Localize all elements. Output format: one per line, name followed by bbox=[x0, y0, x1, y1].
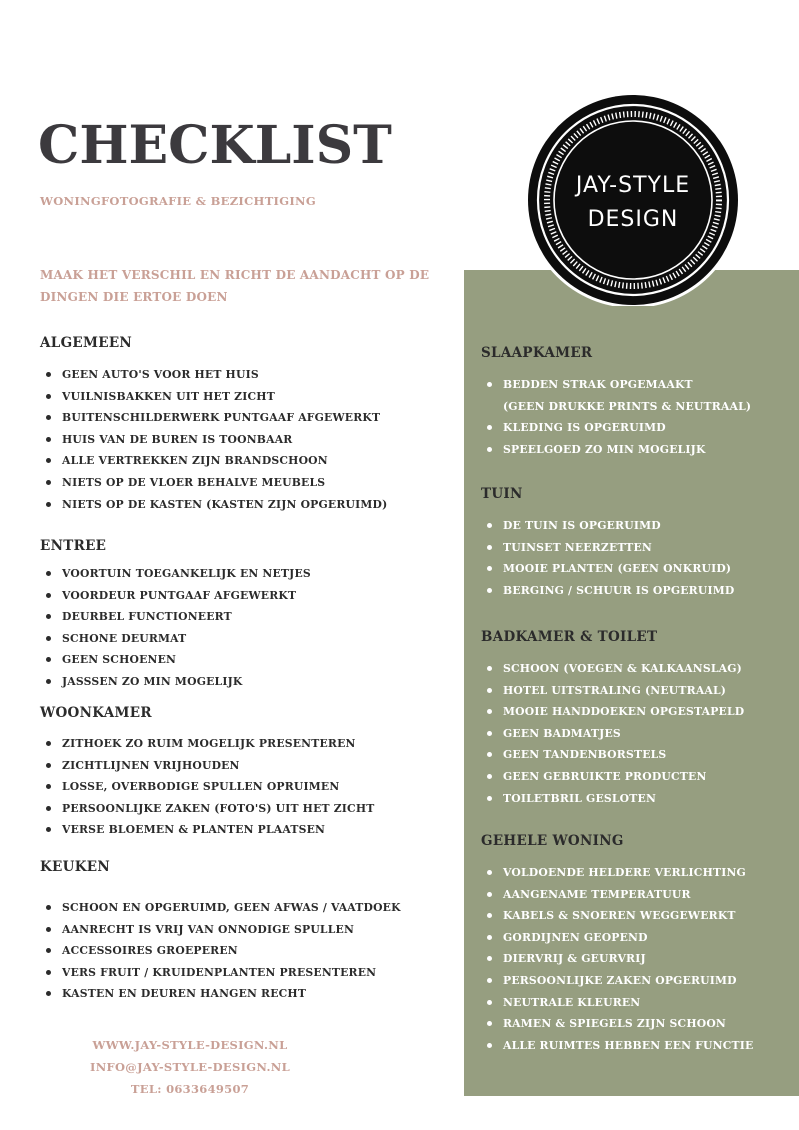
list-item: RAMEN & SPIEGELS ZIJN SCHOON bbox=[481, 1013, 753, 1035]
website-link[interactable]: WWW.JAY-STYLE-DESIGN.NL bbox=[92, 1038, 288, 1052]
list-item: SCHOON EN OPGERUIMD, GEEN AFWAS / VAATDOEK bbox=[40, 897, 401, 919]
checklist bbox=[481, 862, 753, 1056]
list-item: KABELS & SNOEREN WEGGEWERKT bbox=[481, 905, 753, 927]
checklist bbox=[481, 658, 744, 809]
list-item: MOOIE PLANTEN (GEEN ONKRUID) bbox=[481, 558, 734, 580]
list-item: GEEN TANDENBORSTELS bbox=[481, 744, 744, 766]
section-slaapkamer bbox=[481, 345, 751, 460]
section-heading: SLAAPKAMER bbox=[481, 345, 593, 361]
checklist bbox=[40, 897, 401, 1005]
section-entree bbox=[40, 538, 311, 693]
list-item: AANRECHT IS VRIJ VAN ONNODIGE SPULLEN bbox=[40, 919, 401, 941]
list-item: GEEN GEBRUIKTE PRODUCTEN bbox=[481, 766, 744, 788]
list-item: NIETS OP DE KASTEN (KASTEN ZIJN OPGERUIMD) bbox=[40, 494, 387, 516]
section-heading: BADKAMER & TOILET bbox=[481, 629, 658, 645]
list-item-continuation: (GEEN DRUKKE PRINTS & NEUTRAAL) bbox=[503, 399, 752, 413]
list-item: SPEELGOED ZO MIN MOGELIJK bbox=[481, 439, 751, 461]
list-item: ZITHOEK ZO RUIM MOGELIJK PRESENTEREN bbox=[40, 733, 374, 755]
section-keuken bbox=[40, 859, 401, 1005]
list-item: VERS FRUIT / KRUIDENPLANTEN PRESENTEREN bbox=[40, 962, 401, 984]
list-item: KLEDING IS OPGERUIMD bbox=[481, 417, 751, 439]
section-heading: WOONKAMER bbox=[40, 705, 152, 721]
list-item: BUITENSCHILDERWERK PUNTGAAF AFGEWERKT bbox=[40, 407, 387, 429]
list-item: BERGING / SCHUUR IS OPGERUIMD bbox=[481, 580, 734, 602]
list-item: AANGENAME TEMPERATUUR bbox=[481, 884, 753, 906]
list-item: DE TUIN IS OPGERUIMD bbox=[481, 515, 734, 537]
section-heading: ALGEMEEN bbox=[40, 335, 133, 351]
list-item: ACCESSOIRES GROEPEREN bbox=[40, 940, 401, 962]
subtitle: WONINGFOTOGRAFIE & BEZICHTIGING bbox=[40, 194, 316, 208]
email-link[interactable]: INFO@JAY-STYLE-DESIGN.NL bbox=[90, 1060, 290, 1074]
logo bbox=[511, 94, 755, 306]
section-badkamer-toilet bbox=[481, 629, 744, 809]
list-item: NEUTRALE KLEUREN bbox=[481, 992, 753, 1014]
list-item: DIERVRIJ & GEURVRIJ bbox=[481, 948, 753, 970]
checklist bbox=[40, 733, 374, 841]
page-title: CHECKLIST bbox=[38, 115, 392, 176]
intro-text bbox=[40, 264, 440, 308]
section-tuin bbox=[481, 486, 734, 601]
intro-line-1: MAAK HET VERSCHIL EN RICHT DE AANDACHT OP DE bbox=[40, 268, 430, 282]
list-item: LOSSE, OVERBODIGE SPULLEN OPRUIMEN bbox=[40, 776, 374, 798]
list-item: TOILETBRIL GESLOTEN bbox=[481, 788, 744, 810]
list-item: VERSE BLOEMEN & PLANTEN PLAATSEN bbox=[40, 819, 374, 841]
checklist bbox=[481, 515, 734, 601]
list-item: DEURBEL FUNCTIONEERT bbox=[40, 606, 311, 628]
phone-number: TEL: 0633649507 bbox=[130, 1082, 250, 1096]
logo-line2: DESIGN bbox=[587, 207, 679, 232]
list-item: JASSSEN ZO MIN MOGELIJK bbox=[40, 671, 311, 693]
list-item: TUINSET NEERZETTEN bbox=[481, 537, 734, 559]
list-item: ZICHTLIJNEN VRIJHOUDEN bbox=[40, 755, 374, 777]
list-item: HOTEL UITSTRALING (NEUTRAAL) bbox=[481, 680, 744, 702]
section-heading: GEHELE WONING bbox=[481, 833, 624, 849]
list-item-text: BEDDEN STRAK OPGEMAAKT bbox=[503, 378, 693, 391]
list-item: PERSOONLIJKE ZAKEN OPGERUIMD bbox=[481, 970, 753, 992]
list-item: MOOIE HANDDOEKEN OPGESTAPELD bbox=[481, 701, 744, 723]
list-item: NIETS OP DE VLOER BEHALVE MEUBELS bbox=[40, 472, 387, 494]
list-item: VOORTUIN TOEGANKELIJK EN NETJES bbox=[40, 563, 311, 585]
contact-block bbox=[40, 1034, 340, 1100]
section-heading: TUIN bbox=[481, 486, 523, 502]
list-item: VOORDEUR PUNTGAAF AFGEWERKT bbox=[40, 585, 311, 607]
list-item bbox=[481, 374, 751, 417]
list-item: GEEN AUTO'S VOOR HET HUIS bbox=[40, 364, 387, 386]
section-heading: ENTREE bbox=[40, 538, 107, 554]
list-item: PERSOONLIJKE ZAKEN (FOTO'S) UIT HET ZICHT bbox=[40, 798, 374, 820]
section-heading: KEUKEN bbox=[40, 859, 110, 875]
list-item: VUILNISBAKKEN UIT HET ZICHT bbox=[40, 386, 387, 408]
list-item: SCHONE DEURMAT bbox=[40, 628, 311, 650]
list-item: GEEN SCHOENEN bbox=[40, 649, 311, 671]
intro-line-2: DINGEN DIE ERTOE DOEN bbox=[40, 290, 228, 304]
checklist bbox=[481, 374, 751, 460]
list-item: ALLE VERTREKKEN ZIJN BRANDSCHOON bbox=[40, 450, 387, 472]
list-item: GEEN BADMATJES bbox=[481, 723, 744, 745]
checklist bbox=[40, 563, 311, 693]
section-algemeen bbox=[40, 335, 387, 515]
section-woonkamer bbox=[40, 705, 374, 841]
list-item: HUIS VAN DE BUREN IS TOONBAAR bbox=[40, 429, 387, 451]
list-item: KASTEN EN DEUREN HANGEN RECHT bbox=[40, 983, 401, 1005]
list-item: GORDIJNEN GEOPEND bbox=[481, 927, 753, 949]
section-gehele-woning bbox=[481, 833, 753, 1056]
list-item: ALLE RUIMTES HEBBEN EEN FUNCTIE bbox=[481, 1035, 753, 1057]
list-item: SCHOON (VOEGEN & KALKAANSLAG) bbox=[481, 658, 744, 680]
logo-line1: JAY-STYLE bbox=[575, 173, 691, 198]
checklist bbox=[40, 364, 387, 515]
list-item: VOLDOENDE HELDERE VERLICHTING bbox=[481, 862, 753, 884]
